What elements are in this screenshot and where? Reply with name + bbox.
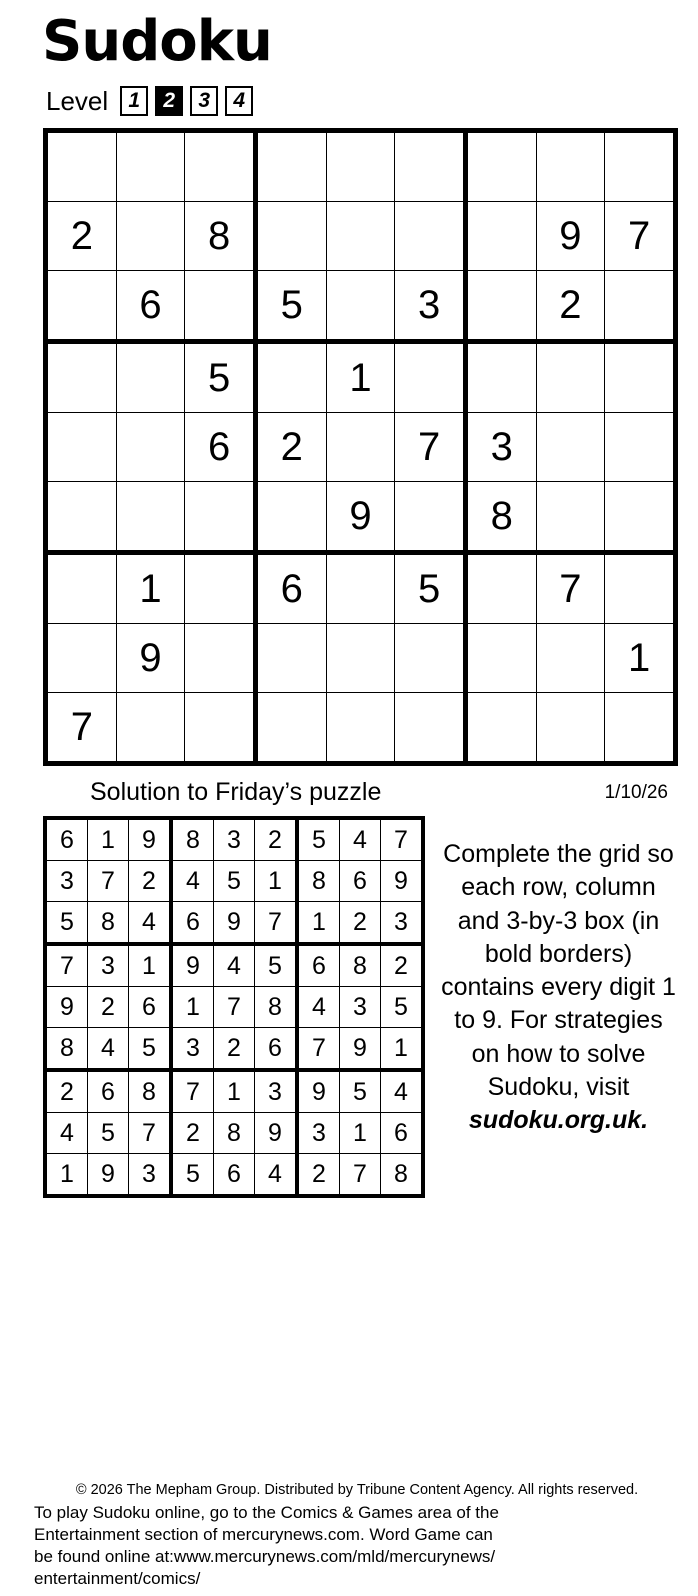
table-row xyxy=(46,202,676,271)
copyright-text: © 2026 The Mepham Group. Distributed by Tribune Content Agency. All rights reserved. xyxy=(75,1482,639,1499)
table-row xyxy=(46,271,676,342)
puzzle-cell[interactable] xyxy=(536,624,605,693)
puzzle-cell[interactable] xyxy=(255,202,326,271)
bottom-section xyxy=(20,816,678,1198)
solution-cell: 6 xyxy=(45,818,88,861)
solution-cell: 9 xyxy=(381,861,424,902)
puzzle-cell[interactable] xyxy=(185,482,256,553)
solution-cell: 7 xyxy=(129,1113,172,1154)
solution-grid xyxy=(43,816,425,1198)
solution-cell: 3 xyxy=(340,987,381,1028)
puzzle-cell[interactable] xyxy=(255,342,326,413)
puzzle-cell[interactable] xyxy=(116,202,185,271)
puzzle-cell[interactable] xyxy=(465,271,536,342)
puzzle-cell[interactable] xyxy=(185,693,256,764)
puzzle-cell[interactable] xyxy=(185,271,256,342)
solution-cell: 8 xyxy=(129,1070,172,1113)
solution-cell: 3 xyxy=(255,1070,298,1113)
table-row xyxy=(45,1028,423,1071)
solution-cell: 1 xyxy=(297,902,340,945)
solution-cell: 7 xyxy=(45,944,88,987)
level-label: Level xyxy=(46,85,109,116)
puzzle-cell[interactable]: 9 xyxy=(536,202,605,271)
puzzle-cell[interactable] xyxy=(326,131,395,202)
puzzle-cell[interactable] xyxy=(116,342,185,413)
instructions-panel xyxy=(425,816,678,1198)
puzzle-cell[interactable] xyxy=(605,413,676,482)
solution-cell: 3 xyxy=(297,1113,340,1154)
solution-cell: 3 xyxy=(171,1028,214,1071)
puzzle-cell[interactable] xyxy=(605,482,676,553)
puzzle-grid[interactable] xyxy=(43,128,678,766)
solution-header xyxy=(20,778,678,810)
puzzle-cell[interactable] xyxy=(326,413,395,482)
puzzle-cell[interactable]: 6 xyxy=(255,553,326,624)
solution-cell: 2 xyxy=(129,861,172,902)
footer-line-4: entertainment/comics/ xyxy=(34,1568,201,1588)
level-option-2[interactable]: 2 xyxy=(155,86,183,116)
solution-cell: 7 xyxy=(88,861,129,902)
table-row xyxy=(45,1113,423,1154)
puzzle-cell[interactable]: 3 xyxy=(465,413,536,482)
puzzle-cell[interactable] xyxy=(536,131,605,202)
puzzle-cell[interactable] xyxy=(116,413,185,482)
solution-cell: 2 xyxy=(214,1028,255,1071)
solution-cell: 9 xyxy=(340,1028,381,1071)
puzzle-cell[interactable] xyxy=(326,271,395,342)
puzzle-cell[interactable] xyxy=(605,131,676,202)
solution-cell: 7 xyxy=(255,902,298,945)
solution-cell: 2 xyxy=(171,1113,214,1154)
table-row xyxy=(45,902,423,945)
table-row xyxy=(45,1154,423,1197)
solution-cell: 3 xyxy=(129,1154,172,1197)
puzzle-cell[interactable]: 7 xyxy=(395,413,466,482)
solution-cell: 2 xyxy=(255,818,298,861)
solution-cell: 8 xyxy=(381,1154,424,1197)
solution-cell: 6 xyxy=(255,1028,298,1071)
table-row xyxy=(46,624,676,693)
solution-cell: 2 xyxy=(340,902,381,945)
solution-cell: 5 xyxy=(255,944,298,987)
puzzle-cell[interactable]: 5 xyxy=(255,271,326,342)
puzzle-cell[interactable] xyxy=(605,271,676,342)
puzzle-cell[interactable] xyxy=(395,624,466,693)
solution-cell: 9 xyxy=(88,1154,129,1197)
solution-cell: 1 xyxy=(171,987,214,1028)
puzzle-cell[interactable] xyxy=(46,271,117,342)
solution-cell: 5 xyxy=(297,818,340,861)
solution-cell: 7 xyxy=(381,818,424,861)
table-row xyxy=(45,987,423,1028)
puzzle-cell[interactable] xyxy=(185,553,256,624)
puzzle-cell[interactable] xyxy=(46,482,117,553)
solution-cell: 8 xyxy=(171,818,214,861)
puzzle-cell[interactable] xyxy=(46,624,117,693)
puzzle-cell[interactable]: 3 xyxy=(395,271,466,342)
solution-cell: 1 xyxy=(129,944,172,987)
level-option-1[interactable]: 1 xyxy=(120,86,148,116)
solution-cell: 3 xyxy=(214,818,255,861)
puzzle-cell[interactable]: 1 xyxy=(116,553,185,624)
puzzle-cell[interactable] xyxy=(465,131,536,202)
solution-cell: 9 xyxy=(297,1070,340,1113)
solution-cell: 6 xyxy=(214,1154,255,1197)
puzzle-cell[interactable] xyxy=(255,693,326,764)
solution-cell: 3 xyxy=(381,902,424,945)
solution-cell: 4 xyxy=(381,1070,424,1113)
page-title: Sudoku xyxy=(42,9,272,74)
puzzle-cell[interactable] xyxy=(465,553,536,624)
footer-line-2: Entertainment section of mercurynews.com. Word Game can xyxy=(34,1524,493,1544)
solution-cell: 4 xyxy=(129,902,172,945)
puzzle-cell[interactable]: 1 xyxy=(326,342,395,413)
solution-cell: 1 xyxy=(214,1070,255,1113)
solution-cell: 1 xyxy=(340,1113,381,1154)
footer-line-3: be found online at:www.mercurynews.com/mld/mercurynews/ xyxy=(34,1546,496,1566)
solution-cell: 7 xyxy=(297,1028,340,1071)
table-row xyxy=(46,342,676,413)
puzzle-cell[interactable] xyxy=(395,693,466,764)
solution-title: Solution to Friday’s puzzle xyxy=(90,778,382,806)
puzzle-cell[interactable] xyxy=(326,553,395,624)
puzzle-cell[interactable]: 5 xyxy=(185,342,256,413)
puzzle-cell[interactable] xyxy=(465,693,536,764)
solution-cell: 4 xyxy=(171,861,214,902)
puzzle-cell[interactable] xyxy=(395,342,466,413)
puzzle-cell[interactable] xyxy=(465,342,536,413)
puzzle-cell[interactable] xyxy=(395,131,466,202)
solution-cell: 9 xyxy=(214,902,255,945)
puzzle-cell[interactable] xyxy=(605,553,676,624)
solution-cell: 9 xyxy=(255,1113,298,1154)
puzzle-cell[interactable]: 1 xyxy=(605,624,676,693)
puzzle-cell[interactable]: 5 xyxy=(395,553,466,624)
puzzle-cell[interactable] xyxy=(46,342,117,413)
puzzle-cell[interactable]: 6 xyxy=(116,271,185,342)
solution-cell: 6 xyxy=(88,1070,129,1113)
solution-cell: 5 xyxy=(129,1028,172,1071)
puzzle-cell[interactable] xyxy=(536,413,605,482)
footer xyxy=(34,1481,680,1590)
solution-cell: 2 xyxy=(297,1154,340,1197)
puzzle-cell[interactable] xyxy=(116,131,185,202)
puzzle-cell[interactable] xyxy=(326,624,395,693)
puzzle-cell[interactable] xyxy=(46,553,117,624)
solution-cell: 1 xyxy=(381,1028,424,1071)
puzzle-cell[interactable] xyxy=(46,413,117,482)
puzzle-cell[interactable] xyxy=(116,693,185,764)
puzzle-cell[interactable]: 2 xyxy=(536,271,605,342)
puzzle-cell[interactable] xyxy=(46,131,117,202)
solution-cell: 6 xyxy=(129,987,172,1028)
solution-cell: 4 xyxy=(214,944,255,987)
level-selector xyxy=(20,84,678,118)
solution-cell: 4 xyxy=(340,818,381,861)
solution-cell: 8 xyxy=(45,1028,88,1071)
solution-cell: 3 xyxy=(45,861,88,902)
solution-cell: 4 xyxy=(255,1154,298,1197)
solution-cell: 1 xyxy=(88,818,129,861)
puzzle-cell[interactable] xyxy=(185,624,256,693)
table-row xyxy=(45,818,423,861)
solution-cell: 6 xyxy=(171,902,214,945)
solution-cell: 2 xyxy=(381,944,424,987)
table-row xyxy=(45,1070,423,1113)
solution-cell: 2 xyxy=(88,987,129,1028)
solution-cell: 1 xyxy=(45,1154,88,1197)
table-row xyxy=(46,413,676,482)
puzzle-cell[interactable] xyxy=(465,624,536,693)
instructions-text: Complete the grid so each row, column and 3-by-3 box (in bold borders) contains every digit 1 to 9. For strategies on how to solve Sudoku, visit xyxy=(441,840,676,1101)
puzzle-cell[interactable] xyxy=(116,482,185,553)
puzzle-cell[interactable]: 7 xyxy=(46,693,117,764)
solution-cell: 7 xyxy=(214,987,255,1028)
solution-cell: 6 xyxy=(297,944,340,987)
puzzle-cell[interactable] xyxy=(605,342,676,413)
solution-cell: 5 xyxy=(214,861,255,902)
puzzle-cell[interactable] xyxy=(465,202,536,271)
sudoku-site-link[interactable]: sudoku.org.uk. xyxy=(468,1106,649,1134)
puzzle-cell[interactable] xyxy=(395,202,466,271)
puzzle-date: 1/10/26 xyxy=(604,782,668,803)
solution-cell: 5 xyxy=(171,1154,214,1197)
solution-cell: 5 xyxy=(340,1070,381,1113)
solution-cell: 6 xyxy=(381,1113,424,1154)
solution-cell: 5 xyxy=(381,987,424,1028)
solution-cell: 8 xyxy=(214,1113,255,1154)
puzzle-cell[interactable]: 8 xyxy=(185,202,256,271)
solution-cell: 1 xyxy=(255,861,298,902)
solution-cell: 8 xyxy=(340,944,381,987)
level-option-4[interactable]: 4 xyxy=(225,86,253,116)
solution-cell: 4 xyxy=(297,987,340,1028)
solution-cell: 5 xyxy=(45,902,88,945)
solution-cell: 7 xyxy=(340,1154,381,1197)
solution-cell: 9 xyxy=(171,944,214,987)
puzzle-cell[interactable] xyxy=(185,131,256,202)
puzzle-cell[interactable] xyxy=(536,342,605,413)
table-row xyxy=(46,693,676,764)
puzzle-cell[interactable]: 7 xyxy=(605,202,676,271)
puzzle-cell[interactable] xyxy=(326,202,395,271)
puzzle-cell[interactable] xyxy=(395,482,466,553)
solution-cell: 6 xyxy=(340,861,381,902)
solution-cell: 8 xyxy=(255,987,298,1028)
solution-cell: 9 xyxy=(129,818,172,861)
puzzle-cell[interactable] xyxy=(255,482,326,553)
level-option-3[interactable]: 3 xyxy=(190,86,218,116)
solution-cell: 9 xyxy=(45,987,88,1028)
puzzle-grid-wrapper xyxy=(20,128,678,766)
footer-line-1: To play Sudoku online, go to the Comics & Games area of the xyxy=(34,1502,499,1522)
solution-cell: 3 xyxy=(88,944,129,987)
solution-cell: 7 xyxy=(171,1070,214,1113)
solution-cell: 8 xyxy=(297,861,340,902)
solution-cell: 2 xyxy=(45,1070,88,1113)
solution-cell: 4 xyxy=(45,1113,88,1154)
puzzle-cell[interactable] xyxy=(536,693,605,764)
solution-cell: 5 xyxy=(88,1113,129,1154)
table-row xyxy=(46,482,676,553)
puzzle-cell[interactable] xyxy=(255,131,326,202)
puzzle-cell[interactable] xyxy=(326,693,395,764)
solution-cell: 4 xyxy=(88,1028,129,1071)
puzzle-cell[interactable]: 8 xyxy=(465,482,536,553)
puzzle-cell[interactable] xyxy=(605,693,676,764)
puzzle-cell[interactable] xyxy=(255,624,326,693)
puzzle-cell[interactable]: 6 xyxy=(185,413,256,482)
puzzle-cell[interactable]: 2 xyxy=(255,413,326,482)
puzzle-cell[interactable]: 9 xyxy=(116,624,185,693)
puzzle-cell[interactable]: 2 xyxy=(46,202,117,271)
table-row xyxy=(46,553,676,624)
solution-cell: 8 xyxy=(88,902,129,945)
puzzle-cell[interactable]: 7 xyxy=(536,553,605,624)
table-row xyxy=(45,944,423,987)
puzzle-cell[interactable]: 9 xyxy=(326,482,395,553)
puzzle-cell[interactable] xyxy=(536,482,605,553)
table-row xyxy=(45,861,423,902)
table-row xyxy=(46,131,676,202)
